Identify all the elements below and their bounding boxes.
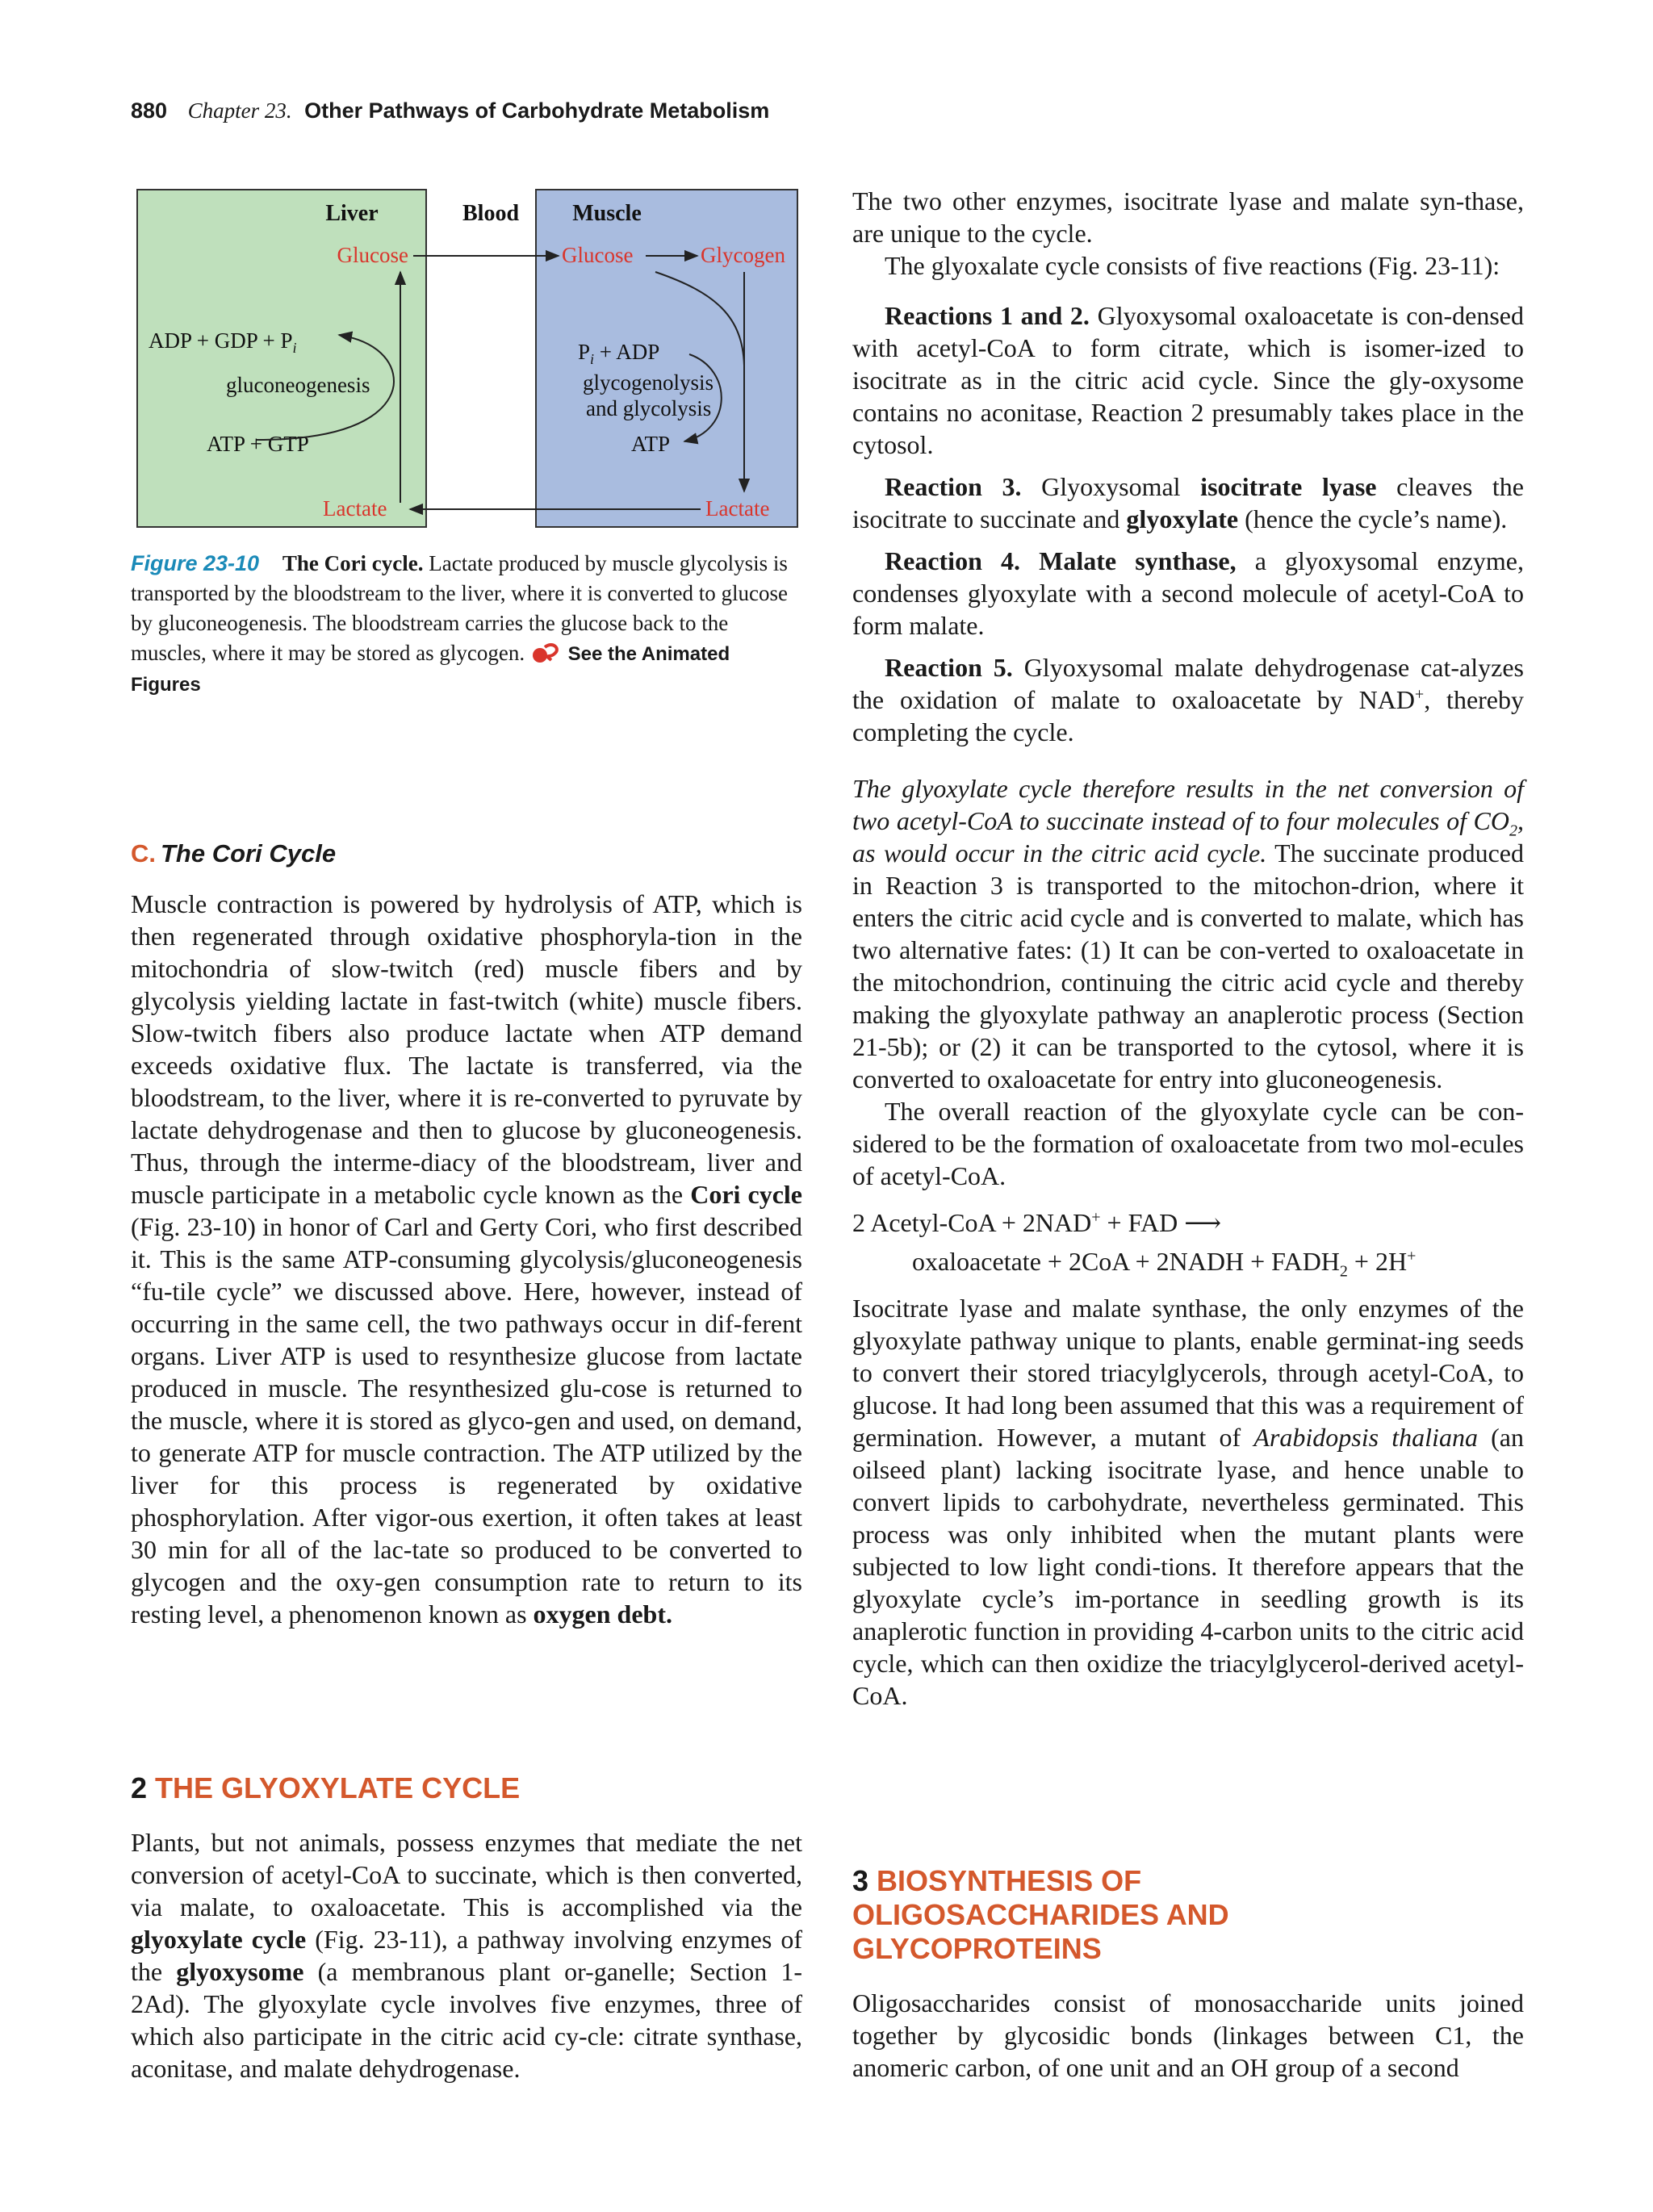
animated-figures-icon[interactable] — [530, 641, 563, 665]
cori-heading: C. The Cori Cycle — [131, 839, 337, 868]
equation-line-2: oxaloacetate + 2CoA + 2NADH + $FADH_2 + 2H^+$ — [912, 1247, 1417, 1281]
muscle-lactate: Lactate — [705, 496, 770, 521]
glyoxylate-paragraph: Plants, but not animals, possess enzymes that mediate the net conversion of acetyl-CoA to succinate, which is then converted, via malate, to oxaloacetate. This is accomplished via the glyoxylate cycle (Fig. 23-11), a pathway involving enzymes of the glyoxysome (a membranous plant or-ganelle; Section 1-2Ad). The glyoxylate cycle involves five enzymes, three of which also participate in the citric acid cy-cle: citrate synthase, aconitase, and malate dehydrogenase. — [131, 1828, 803, 2083]
liver-heading: Liver — [325, 201, 379, 226]
right-column-top — [852, 185, 1524, 1712]
reactions-1-2: Reactions 1 and 2. Glyoxysomal oxaloacetate is con-densed with acetyl-CoA to form citrate, which is isomer-ized to isocitrate as in the citric acid cycle. Since the gly-oxysome contains no aconitase, Reaction 2 presumably takes place in the cytosol. — [852, 301, 1524, 459]
chapter-label: Chapter 23. — [187, 98, 292, 123]
net-conversion-paragraph: The glyoxylate cycle therefore results in the net conversion of two acetyl-CoA to succinate instead of to four molecules of $CO_2$, as would occur in the citric acid cycle. The succinate produced in Reaction 3 is transported to the mitochon-drion, where it enters the citric acid cycle and is converted to malate, which has two alternative fates: (1) It can be con-verted to oxaloacetate in the mitochondrion, continuing the citric acid cycle and thereby making the glyoxylate pathway an anaplerotic process (Section 21-5b); or (2) it can be transported to the cytosol, where it is converted to oxaloacetate for entry into gluconeogenesis. — [852, 774, 1525, 1093]
running-header — [131, 98, 769, 123]
chapter-title: Other Pathways of Carbohydrate Metabolism — [304, 98, 770, 123]
five-reactions-intro: The glyoxalate cycle consists of five reactions (Fig. 23-11): — [885, 251, 1500, 280]
biosynthesis-heading: 3 BIOSYNTHESIS OF OLIGOSACCHARIDES AND GLYCOPROTEINS — [852, 1864, 1229, 1965]
caption-text: Lactate produced by muscle glycolysis is transported by the bloodstream to the liver, where it is converted to glucose by gluconeogenesis. The bloodstream carries the glucose back to the muscles, where it may be stored as glycogen. — [131, 551, 788, 665]
liver-glucose: Glucose — [337, 243, 408, 267]
oligosaccharides-paragraph: Oligosaccharides consist of monosaccharide units joined together by glycosidic bonds (linkages between C1, the anomeric carbon, of one unit and an OH group of a second — [852, 1988, 1524, 2082]
overall-equation — [852, 1203, 1524, 1281]
gluconeogenesis-label: gluconeogenesis — [226, 373, 370, 397]
glyoxylate-section — [131, 1771, 802, 2084]
muscle-reactants: $P_i$ + ADP — [578, 340, 660, 367]
cori-cycle-figure — [136, 188, 799, 530]
muscle-glycogen: Glycogen — [701, 243, 785, 267]
glycolysis-label: and glycolysis — [586, 396, 712, 420]
overall-reaction-paragraph: The overall reaction of the glyoxylate cycle can be con-sidered to be the formation of oxaloacetate from two mol-ecules of acetyl-CoA. — [852, 1097, 1524, 1190]
cori-section — [131, 838, 802, 1630]
glyoxylate-heading: 2 THE GLYOXYLATE CYCLE — [131, 1771, 521, 1804]
animated-figures-link[interactable]: See the Animated Figures — [131, 643, 730, 696]
reaction-5: Reaction 5. Glyoxysomal malate dehydrogenase cat-alyzes the oxidation of malate to oxaloacetate by NAD+, thereby completing the cycle. — [852, 653, 1525, 746]
liver-lactate: Lactate — [323, 496, 387, 521]
caption-title: The Cori cycle. — [282, 551, 424, 575]
liver-panel — [137, 190, 426, 527]
reaction-3: Reaction 3. Glyoxysomal isocitrate lyase cleaves the isocitrate to succinate and glyoxylate (hence the cycle’s name). — [852, 472, 1524, 533]
liver-reactants: ADP + GDP + $P_i$ — [149, 328, 297, 356]
figure-caption — [131, 549, 802, 700]
page-number: 880 — [131, 98, 168, 123]
equation-line-1: 2 Acetyl-CoA + 2NAD+ + FAD ⟶ — [852, 1208, 1222, 1237]
blood-heading: Blood — [462, 201, 520, 226]
biosynthesis-section — [852, 1864, 1524, 2084]
glycogenolysis-label: glycogenolysis — [583, 370, 714, 395]
muscle-glucose: Glucose — [562, 243, 634, 267]
enzymes-paragraph: The two other enzymes, isocitrate lyase and malate syn-thase, are unique to the cycle. — [852, 186, 1524, 248]
muscle-atp: ATP — [631, 432, 671, 456]
cori-paragraph: Muscle contraction is powered by hydrolysis of ATP, which is then regenerated through oxidative phosphoryla-tion in the mitochondria of slow-twitch (red) muscle fibers and by glycolysis yielding lactate in fast-twitch (white) muscle fibers. Slow-twitch fibers also produce lactate when ATP demand exceeds oxidative flux. The lactate is transferred, via the bloodstream, to the liver, where it is re-converted to pyruvate by lactate dehydrogenase and then to glucose by gluconeogenesis. Thus, through the interme-diacy of the bloodstream, liver and muscle participate in a metabolic cycle known as the Cori cycle (Fig. 23-10) in honor of Carl and Gerty Cori, who first described it. This is the same ATP-consuming glycolysis/gluconeogenesis “fu-tile cycle” we discussed above. Here, however, instead of occurring in the same cell, the two pathways occur in dif-ferent organs. Liver ATP is used to resynthesize glucose from lactate produced in muscle. The resynthesized glu-cose is returned to the muscle, where it is stored as glyco-gen and used, on demand, to generate ATP for muscle contraction. The ATP utilized by the liver for this process is regenerated by oxidative phosphorylation. After vigor-ous exertion, it often takes at least 30 min for all of the lac-tate so produced to be converted to glycogen and the oxy-gen consumption rate to return to its resting level, a phenomenon known as oxygen debt. — [131, 889, 803, 1629]
muscle-panel — [536, 190, 797, 527]
liver-products: ATP + GTP — [207, 432, 309, 456]
muscle-heading: Muscle — [572, 201, 642, 226]
isocitrate-lyase-paragraph: Isocitrate lyase and malate synthase, the only enzymes of the glyoxylate pathway unique to plants, enable germinat-ing seeds to convert their stored triacylglycerols, through acetyl-CoA, to glucose. It had long been assumed that this was a requirement of germination. However, a mutant of Arabidopsis thaliana (an oilseed plant) lacking isocitrate lyase, and hence unable to convert lipids to carbohydrate, nevertheless germinated. This process was only inhibited when the mutant plants were subjected to low light condi-tions. It therefore appears that the glyoxylate cycle’s im-portance in seedling growth is its anaplerotic function in providing 4-carbon units to the citric acid cycle, which can then oxidize the triacylglycerol-derived acetyl-CoA. — [852, 1294, 1524, 1710]
figure-label: Figure 23-10 — [131, 551, 260, 575]
reaction-4: Reaction 4. Malate synthase, a glyoxysomal enzyme, condenses glyoxylate with a second molecule of acetyl-CoA to form malate. — [852, 546, 1525, 640]
